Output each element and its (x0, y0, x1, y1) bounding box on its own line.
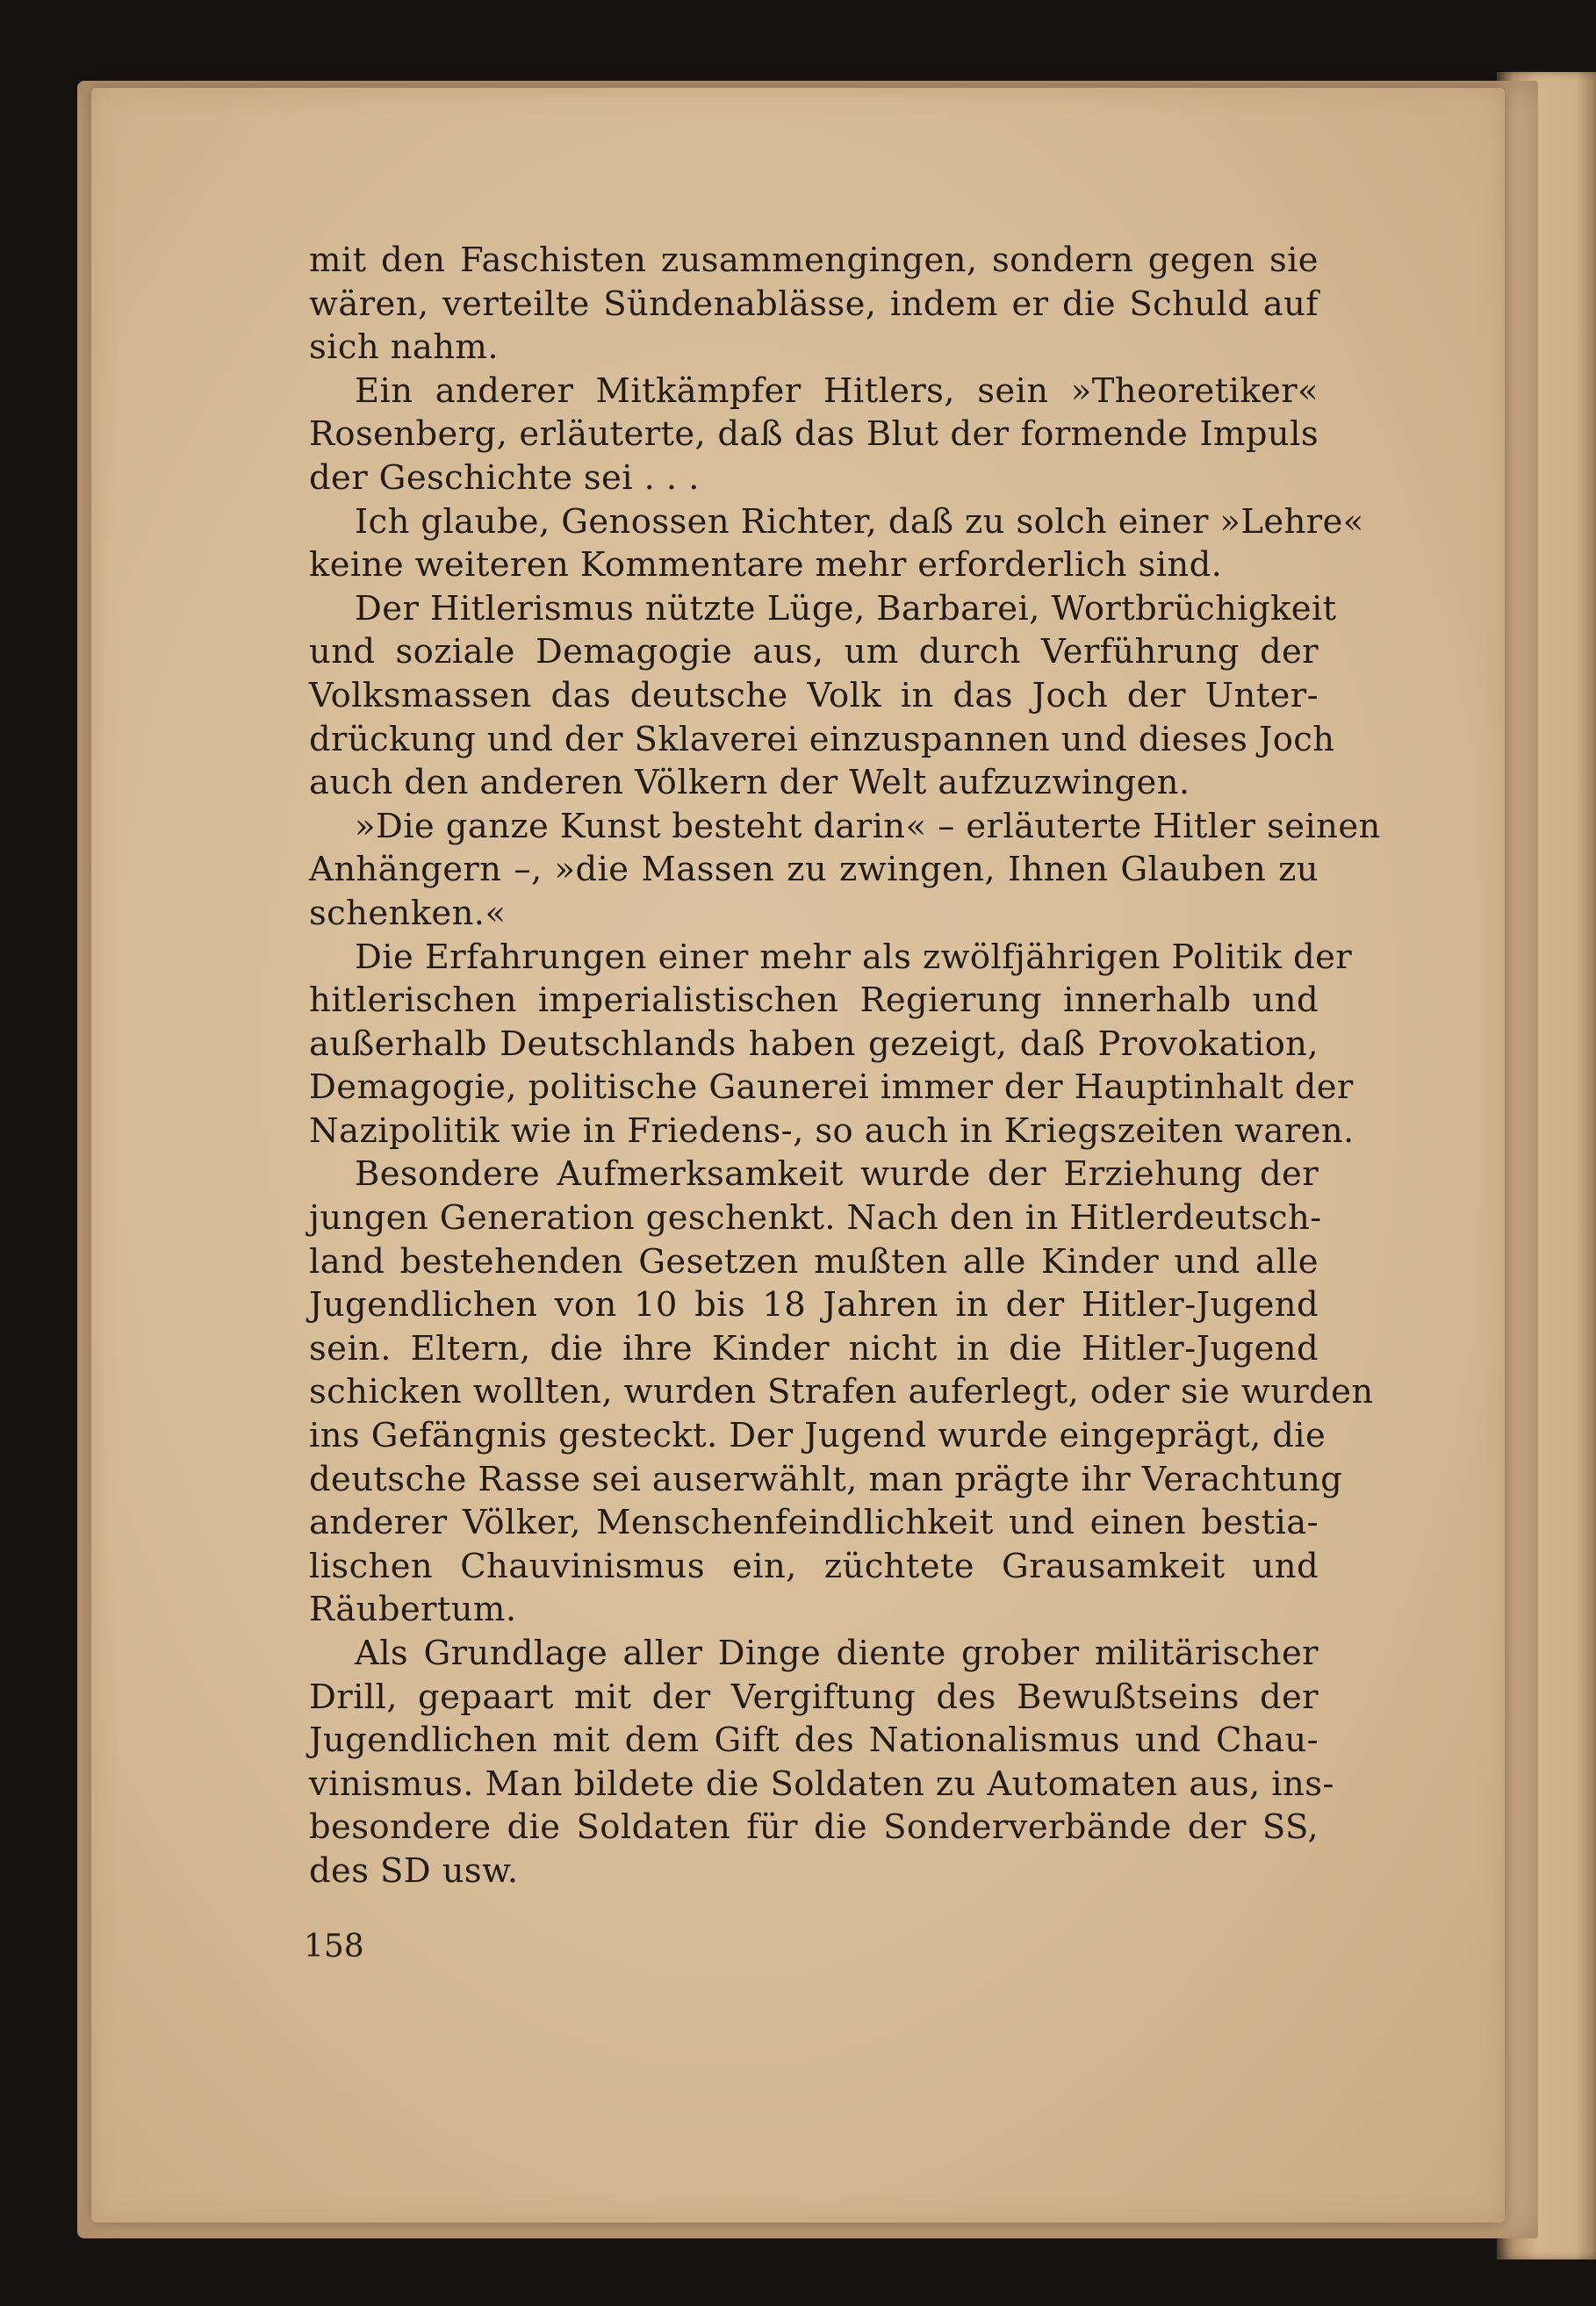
text-line: »Die ganze Kunst besteht darin« – erläuterte Hitler seinen (355, 806, 1381, 846)
text-line: sich nahm. (309, 327, 499, 368)
text-line: jungen Generation geschenkt. Nach den in Hitlerdeutsch- (309, 1198, 1322, 1239)
text-line: Demagogie, politische Gaunerei immer der Hauptinhalt der (309, 1067, 1354, 1108)
text-line: Volksmassen das deutsche Volk in das Joch der Unter- (309, 675, 1319, 715)
text-line: Jugendlichen von 10 bis 18 Jahren in der Hitler-Jugend (309, 1285, 1319, 1325)
text-line: Die Erfahrungen einer mehr als zwölfjährigen Politik der (355, 937, 1353, 977)
text-line: vinismus. Man bildete die Soldaten zu Automaten aus, ins- (309, 1764, 1334, 1804)
text-line: der Geschichte sei . . . (309, 457, 700, 498)
text-line: anderer Völker, Menschenfeindlichkeit und einen bestia- (309, 1503, 1319, 1543)
body-text (309, 239, 1381, 1893)
text-line: besondere die Soldaten für die Sonderverbände der SS, (309, 1807, 1319, 1848)
text-line: lischen Chauvinismus ein, züchtete Grausamkeit und (309, 1546, 1319, 1586)
text-line: hitlerischen imperialistischen Regierung innerhalb und (309, 981, 1319, 1021)
text-line: Anhängern –, »die Massen zu zwingen, Ihnen Glauben zu (309, 850, 1319, 890)
text-line: Besondere Aufmerksamkeit wurde der Erziehung der (355, 1154, 1319, 1195)
text-line: und soziale Demagogie aus, um durch Verführung der (309, 632, 1319, 672)
text-line: Jugendlichen mit dem Gift des Nationalismus und Chau- (309, 1721, 1319, 1761)
text-line: Nazipolitik wie in Friedens-, so auch in Kriegszeiten waren. (309, 1110, 1355, 1151)
text-line: Rosenberg, erläuterte, daß das Blut der formende Impuls (309, 414, 1319, 455)
text-line: Drill, gepaart mit der Vergiftung des Bewußtseins der (309, 1677, 1319, 1717)
text-line: keine weiteren Kommentare mehr erforderlich sind. (309, 545, 1223, 585)
text-line: drückung und der Sklaverei einzuspannen und dieses Joch (309, 719, 1335, 759)
text-line: sein. Eltern, die ihre Kinder nicht in die Hitler-Jugend (309, 1328, 1319, 1369)
text-line: Der Hitlerismus nützte Lüge, Barbarei, Wortbrüchigkeit (355, 588, 1337, 629)
text-line: schicken wollten, wurden Strafen auferlegt, oder sie wurden (309, 1372, 1374, 1412)
text-line: Ich glaube, Genossen Richter, daß zu solch einer »Lehre« (355, 501, 1364, 542)
text-line: des SD usw. (309, 1850, 519, 1891)
text-line: auch den anderen Völkern der Welt aufzuzwingen. (309, 763, 1190, 803)
text-line: außerhalb Deutschlands haben gezeigt, daß Provokation, (309, 1024, 1319, 1064)
page-number: 158 (304, 1929, 364, 1965)
text-line: Als Grundlage aller Dinge diente grober militärischer (355, 1634, 1319, 1673)
text-line: land bestehenden Gesetzen mußten alle Kinder und alle (309, 1241, 1319, 1282)
text-line: wären, verteilte Sündenablässe, indem er die Schuld auf (309, 284, 1319, 324)
text-line: mit den Faschisten zusammengingen, sondern gegen sie (309, 241, 1319, 280)
text-line: ins Gefängnis gesteckt. Der Jugend wurde eingeprägt, die (309, 1416, 1326, 1456)
text-line: Ein anderer Mitkämpfer Hitlers, sein »Theoretiker« (355, 370, 1319, 411)
text-line: Räubertum. (309, 1590, 517, 1630)
text-line: deutsche Rasse sei auserwählt, man prägte ihr Verachtung (309, 1459, 1343, 1499)
text-line: schenken.« (309, 893, 507, 933)
